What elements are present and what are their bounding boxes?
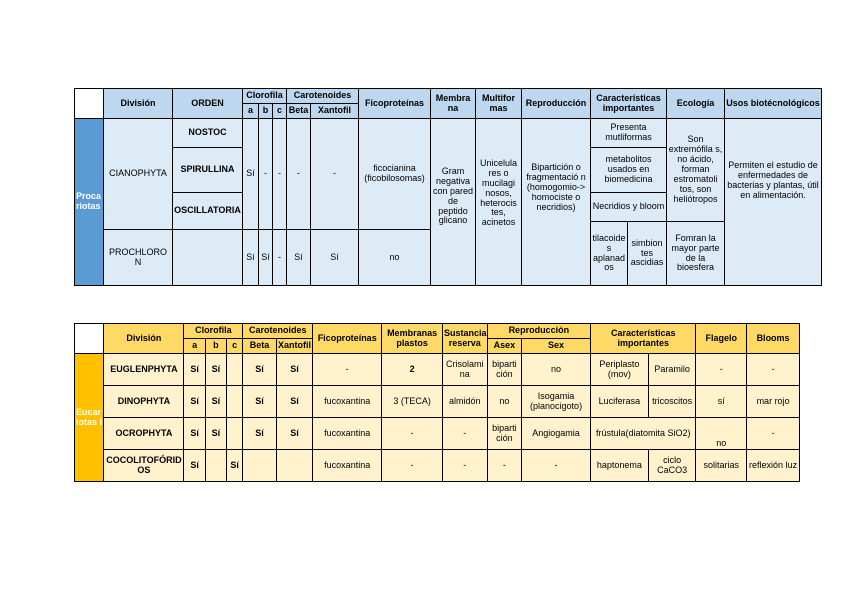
header-sustancia: Sustancia reserva — [443, 324, 488, 354]
cell-xantofil — [276, 450, 313, 482]
cell-blooms: reflexión luz — [747, 450, 800, 482]
cell-beta: Sí — [243, 386, 276, 418]
cell-sustancia: almidón — [443, 386, 488, 418]
header-usos: Usos biotécnológicos — [725, 89, 822, 119]
cell-ecologia: Fomran la mayor parte de la bioesfera — [667, 222, 725, 286]
cell-sex: Angiogamia — [522, 418, 591, 450]
cell-ficoproteinas: ficocianina (ficobilosomas) — [359, 119, 431, 230]
header-caracteristicas: Características importantes — [591, 89, 667, 119]
cell-caracteristica: Periplasto (mov) — [591, 354, 649, 386]
cell-xantofil: Sí — [276, 386, 313, 418]
cell-xantofil: Sí — [276, 418, 313, 450]
cell-ficoproteinas: fucoxantina — [313, 386, 382, 418]
header-clorofila: Clorofila — [184, 324, 243, 339]
cell-blooms: - — [747, 418, 800, 450]
header-asex: Asex — [487, 339, 521, 354]
header-xantofil: Xantofil — [311, 104, 359, 119]
cell-b: - — [259, 119, 273, 230]
cell-membranas: 3 (TECA) — [382, 386, 443, 418]
cell-caracteristica: Luciferasa — [591, 386, 649, 418]
cell-b: Sí — [205, 418, 226, 450]
header-ficoproteinas: Ficoproteínas — [359, 89, 431, 119]
cell-a: Sí — [243, 119, 259, 230]
cell-caracteristica: Presenta mutliformas — [591, 119, 667, 148]
cell-flagelo: solitarias — [696, 450, 747, 482]
cell-caracteristica: Necridios y bloom — [591, 193, 667, 222]
header-flagelo: Flagelo — [696, 324, 747, 354]
cell-a: Sí — [184, 354, 205, 386]
header-caracteristicas: Características importantes — [591, 324, 696, 354]
cell-asex: - — [487, 450, 521, 482]
header-carotenoides: Carotenoides — [287, 89, 359, 104]
header-xantofil: Xantofil — [276, 339, 313, 354]
cell-caracteristica: metabolitos usados en biomedicina — [591, 148, 667, 193]
cell-beta: Sí — [287, 230, 311, 286]
cell-caracteristica: haptonema — [591, 450, 649, 482]
header-b: b — [259, 104, 273, 119]
cell-multiformas: Unicelula res o mucilagi nosos, heterocis tes, acinetos — [476, 119, 522, 286]
header-reproduccion: Reproducción — [522, 89, 591, 119]
cell-c: - — [273, 119, 287, 230]
header-beta: Beta — [287, 104, 311, 119]
cell-orden-empty — [173, 230, 243, 286]
cell-reproduccion: Bipartición o fragmentació n (homogomio-> homociste o necridios) — [522, 119, 591, 286]
cell-a: Sí — [243, 230, 259, 286]
header-orden: ORDEN — [173, 89, 243, 119]
cell-sex: no — [522, 354, 591, 386]
cell-membranas: - — [382, 418, 443, 450]
cell-sex: - — [522, 450, 591, 482]
cell-beta: Sí — [243, 354, 276, 386]
cell-c — [227, 418, 243, 450]
cell-division: COCOLITOFÓRID OS — [104, 450, 184, 482]
cell-asex: biparti ción — [487, 354, 521, 386]
cell-asex: biparti ción — [487, 418, 521, 450]
side-label-eucariotas: Eucar iotas I — [75, 354, 104, 482]
cell-division: CIANOPHYTA — [104, 119, 173, 230]
cell-c — [227, 354, 243, 386]
corner-cell — [75, 89, 104, 119]
cell-membrana: Gram negativa con pared de peptido glicano — [431, 119, 476, 286]
cell-division: PROCHLORO N — [104, 230, 173, 286]
cell-beta: - — [287, 119, 311, 230]
cell-caracteristica: ciclo CaCO3 — [648, 450, 696, 482]
cell-flagelo: sí — [696, 386, 747, 418]
cell-asex: no — [487, 386, 521, 418]
cell-membranas: 2 — [382, 354, 443, 386]
cell-c — [227, 386, 243, 418]
cell-caracteristica: tricoscitos — [648, 386, 696, 418]
cell-c: - — [273, 230, 287, 286]
cell-b: Sí — [205, 354, 226, 386]
header-carotenoides: Carotenoides — [243, 324, 313, 339]
cell-sex: Isogamia (planocigoto) — [522, 386, 591, 418]
cell-xantofil: Sí — [311, 230, 359, 286]
cell-c: Sí — [227, 450, 243, 482]
cell-flagelo: - — [696, 354, 747, 386]
cell-orden: SPIRULLINA — [173, 148, 243, 193]
cell-ecologia: Son extremófila s, no ácido, forman estromatoli tos, son heliótropos — [667, 119, 725, 222]
cell-orden: NOSTOC — [173, 119, 243, 148]
header-clorofila: Clorofila — [243, 89, 287, 104]
header-division: División — [104, 89, 173, 119]
prokaryotes-table — [74, 88, 822, 286]
header-sex: Sex — [522, 339, 591, 354]
header-division: División — [104, 324, 184, 354]
cell-beta — [243, 450, 276, 482]
header-c: c — [273, 104, 287, 119]
side-label-procariotas: Proca riotas — [75, 119, 104, 286]
cell-flagelo: no — [696, 418, 747, 450]
cell-a: Sí — [184, 450, 205, 482]
header-beta: Beta — [243, 339, 276, 354]
cell-b: Sí — [205, 386, 226, 418]
cell-ficoproteinas: no — [359, 230, 431, 286]
cell-caracteristica: Paramilo — [648, 354, 696, 386]
cell-membranas: - — [382, 450, 443, 482]
cell-usos: Permiten el estudio de enfermedades de bacterias y plantas, útil en alimentación. — [725, 119, 822, 286]
header-multiformas: Multifor mas — [476, 89, 522, 119]
cell-ficoproteinas: fucoxantina — [313, 418, 382, 450]
header-ecologia: Ecología — [667, 89, 725, 119]
cell-ficoproteinas: - — [313, 354, 382, 386]
cell-xantofil: - — [311, 119, 359, 230]
cell-b: Sí — [259, 230, 273, 286]
cell-sustancia: - — [443, 450, 488, 482]
cell-sustancia: Crisolami na — [443, 354, 488, 386]
cell-ficoproteinas: fucoxantina — [313, 450, 382, 482]
cell-a: Sí — [184, 386, 205, 418]
corner-cell — [75, 324, 104, 354]
header-ficoproteinas: Ficoproteínas — [313, 324, 382, 354]
header-b: b — [205, 339, 226, 354]
header-c: c — [227, 339, 243, 354]
cell-division: DINOPHYTA — [104, 386, 184, 418]
cell-orden: OSCILLATORIA — [173, 193, 243, 230]
cell-b — [205, 450, 226, 482]
cell-caracteristica: frústula(diatomita SiO2) — [591, 418, 696, 450]
cell-division: OCROPHYTA — [104, 418, 184, 450]
header-reproduccion: Reproducción — [487, 324, 590, 339]
header-a: a — [243, 104, 259, 119]
header-a: a — [184, 339, 205, 354]
cell-blooms: mar rojo — [747, 386, 800, 418]
cell-caracteristica: simbion tes ascidias — [628, 222, 667, 286]
cell-blooms: - — [747, 354, 800, 386]
cell-caracteristica: tilacoide s aplanad os — [591, 222, 628, 286]
header-blooms: Blooms — [747, 324, 800, 354]
cell-beta: Sí — [243, 418, 276, 450]
cell-xantofil: Sí — [276, 354, 313, 386]
header-membrana: Membra na — [431, 89, 476, 119]
cell-a: Sí — [184, 418, 205, 450]
cell-sustancia: - — [443, 418, 488, 450]
eukaryotes-table — [74, 323, 800, 482]
cell-division: EUGLENPHYTA — [104, 354, 184, 386]
header-membranas: Membranas plastos — [382, 324, 443, 354]
